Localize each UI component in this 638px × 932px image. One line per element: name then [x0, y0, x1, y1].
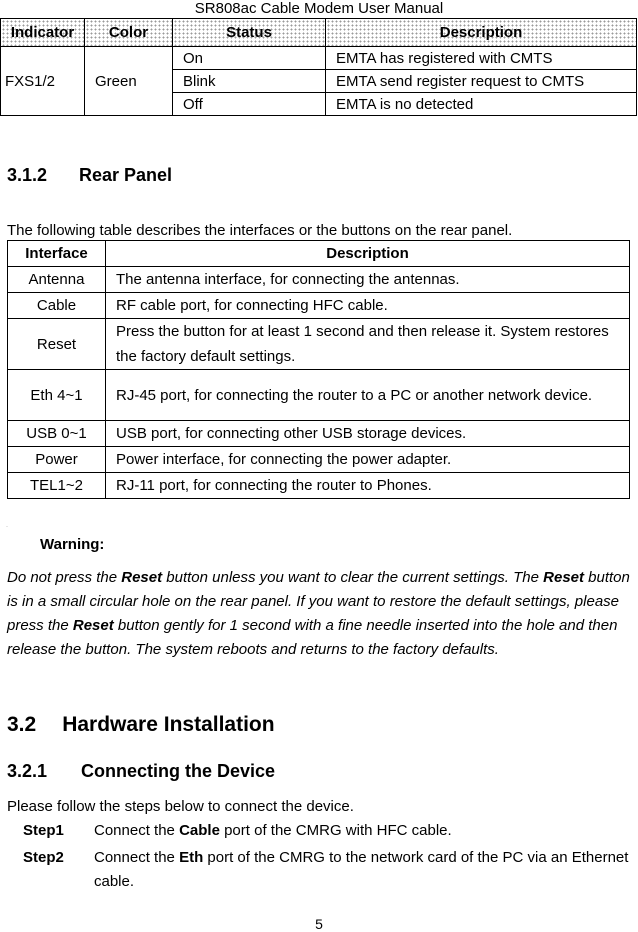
rear-panel-intro: The following table describes the interfaces or the buttons on the rear panel.	[7, 222, 513, 239]
description-cell: RJ-45 port, for connecting the router to a PC or another network device.	[106, 370, 630, 421]
description-cell: The antenna interface, for connecting the antennas.	[106, 267, 630, 293]
interface-cell: Reset	[8, 319, 106, 370]
warning-marker: ·	[6, 524, 8, 530]
warning-title: Warning:	[40, 536, 105, 553]
table-header-row	[1, 19, 637, 47]
page-header: SR808ac Cable Modem User Manual	[194, 0, 444, 17]
status-cell: On	[173, 47, 326, 70]
warning-text: Do not press the Reset button unless you want to clear the current settings. The Reset button is in a small circular hole on the rear panel. If you want to restore the default settings, please press the Reset button gently for 1 second with a fine needle inserted into the hole and then release the button. The system reboots and returns to the factory defaults.	[7, 569, 630, 658]
reset-emphasis: Reset	[72, 617, 114, 634]
section-title: Rear Panel	[79, 165, 173, 185]
led-status-table	[0, 18, 637, 116]
rear-panel-table	[7, 240, 630, 499]
interface-cell: Power	[8, 447, 106, 473]
section-number: 3.1.2	[7, 165, 48, 185]
status-cell: Blink	[173, 70, 326, 93]
table-row	[8, 447, 630, 473]
description-cell: Power interface, for connecting the power adapter.	[106, 447, 630, 473]
description-cell: RJ-11 port, for connecting the router to Phones.	[106, 473, 630, 499]
column-header-description: Description	[106, 241, 630, 267]
color-cell: Green	[85, 47, 173, 116]
section-title: Hardware Installation	[62, 713, 275, 736]
description-cell: Press the button for at least 1 second and then release it. System restores the factory default settings.	[106, 319, 630, 370]
interface-cell: Antenna	[8, 267, 106, 293]
table-row	[8, 293, 630, 319]
section-heading-hardware-installation	[7, 713, 275, 737]
column-header-interface: Interface	[8, 241, 106, 267]
interface-cell: Cable	[8, 293, 106, 319]
table-row	[8, 421, 630, 447]
column-header-color: Color	[85, 19, 173, 47]
section-number: 3.2.1	[7, 761, 48, 781]
interface-cell: USB 0~1	[8, 421, 106, 447]
description-cell: EMTA is no detected	[326, 93, 637, 116]
steps-intro: Please follow the steps below to connect the device.	[7, 798, 354, 815]
page-number: 5	[315, 916, 323, 932]
status-cell: Off	[173, 93, 326, 116]
table-row	[8, 473, 630, 499]
interface-cell: Eth 4~1	[8, 370, 106, 421]
description-cell: USB port, for connecting other USB storage devices.	[106, 421, 630, 447]
table-header-row	[8, 241, 630, 267]
section-title: Connecting the Device	[81, 761, 276, 781]
step-text: Connect the Cable port of the CMRG with HFC cable.	[94, 822, 452, 839]
column-header-status: Status	[173, 19, 326, 47]
table-row	[1, 47, 637, 70]
indicator-cell: FXS1/2	[1, 47, 85, 116]
table-row	[8, 319, 630, 370]
description-cell: EMTA has registered with CMTS	[326, 47, 637, 70]
step-label: Step1	[23, 822, 64, 839]
section-number: 3.2	[7, 713, 37, 736]
reset-emphasis: Reset	[121, 569, 163, 586]
column-header-indicator: Indicator	[1, 19, 85, 47]
column-header-description: Description	[326, 19, 637, 47]
step-text: Connect the Eth port of the CMRG to the network card of the PC via an Ethernet cable.	[94, 849, 629, 890]
description-cell: EMTA send register request to CMTS	[326, 70, 637, 93]
table-row	[8, 370, 630, 421]
reset-emphasis: Reset	[543, 569, 584, 586]
interface-cell: TEL1~2	[8, 473, 106, 499]
step-label: Step2	[23, 849, 64, 866]
description-cell: RF cable port, for connecting HFC cable.	[106, 293, 630, 319]
table-row	[8, 267, 630, 293]
